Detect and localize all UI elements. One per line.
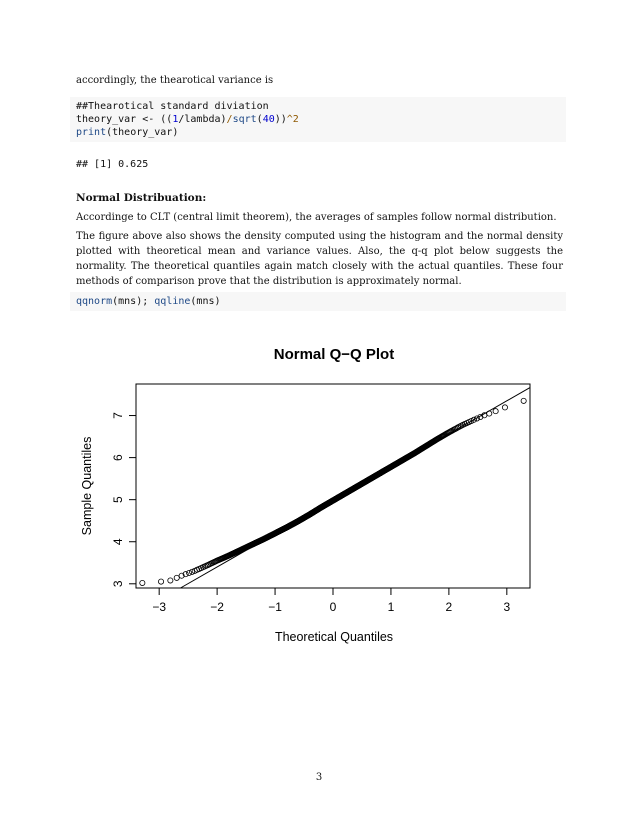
chart-title: Normal Q−Q Plot <box>273 346 395 363</box>
data-point <box>502 405 507 410</box>
y-tick-label: 6 <box>111 454 125 461</box>
page-number: 3 <box>315 772 323 783</box>
data-point <box>158 579 163 584</box>
code-block-variance <box>70 97 566 142</box>
x-axis <box>152 588 510 614</box>
paragraph-comparison: The figure above also shows the density computed using the histogram and the normal density plotted with theoretical mean and variance values. Also, the q-q plot below suggests the normality. The theoretical quantiles again match closely with the actual quantiles. These four methods of comparison prove that the distribution is approximately normal. <box>76 231 563 287</box>
data-point <box>168 578 173 583</box>
intro-text: accordingly, the thearotical variance is <box>76 75 274 86</box>
y-tick-label: 7 <box>111 412 125 419</box>
x-tick-label: 1 <box>387 600 395 614</box>
code-comment: ##Thearotical standard diviation <box>76 101 269 112</box>
y-tick-label: 3 <box>111 580 125 588</box>
x-tick-label: 3 <box>503 600 511 614</box>
data-points <box>140 398 527 585</box>
plot-box <box>136 384 530 588</box>
code-line-2: theory_var <- ((1/lambda)/sqrt(40))^2 <box>76 114 299 125</box>
x-tick-label: −1 <box>268 600 282 614</box>
data-point <box>186 570 191 575</box>
y-tick-label: 5 <box>111 496 125 504</box>
data-point <box>521 398 526 403</box>
data-point <box>174 575 179 580</box>
paragraph-clt: Accordinge to CLT (central limit theorem), the averages of samples follow normal distribution. <box>76 212 557 223</box>
y-axis <box>111 412 136 587</box>
x-axis-label: Theoretical Quantiles <box>274 630 394 644</box>
x-tick-label: 0 <box>329 600 337 614</box>
x-tick-label: 2 <box>445 600 453 614</box>
y-tick-label: 4 <box>111 538 125 546</box>
code-line-3: print(theory_var) <box>76 127 179 138</box>
x-tick-label: −2 <box>210 600 224 614</box>
code-output: ## [1] 0.625 <box>76 159 149 170</box>
data-point <box>487 411 492 416</box>
data-point <box>140 580 145 585</box>
section-heading: Normal Distribuation: <box>76 192 207 204</box>
qq-plot <box>0 330 638 660</box>
code-block-qq: qqnorm(mns); qqline(mns) <box>70 292 566 311</box>
data-point <box>493 409 498 414</box>
code-fn-qqline: qqline <box>154 296 191 307</box>
code-fn-qqnorm: qqnorm <box>76 296 113 307</box>
x-tick-label: −3 <box>152 600 167 614</box>
y-axis-label: Sample Quantiles <box>80 436 94 536</box>
